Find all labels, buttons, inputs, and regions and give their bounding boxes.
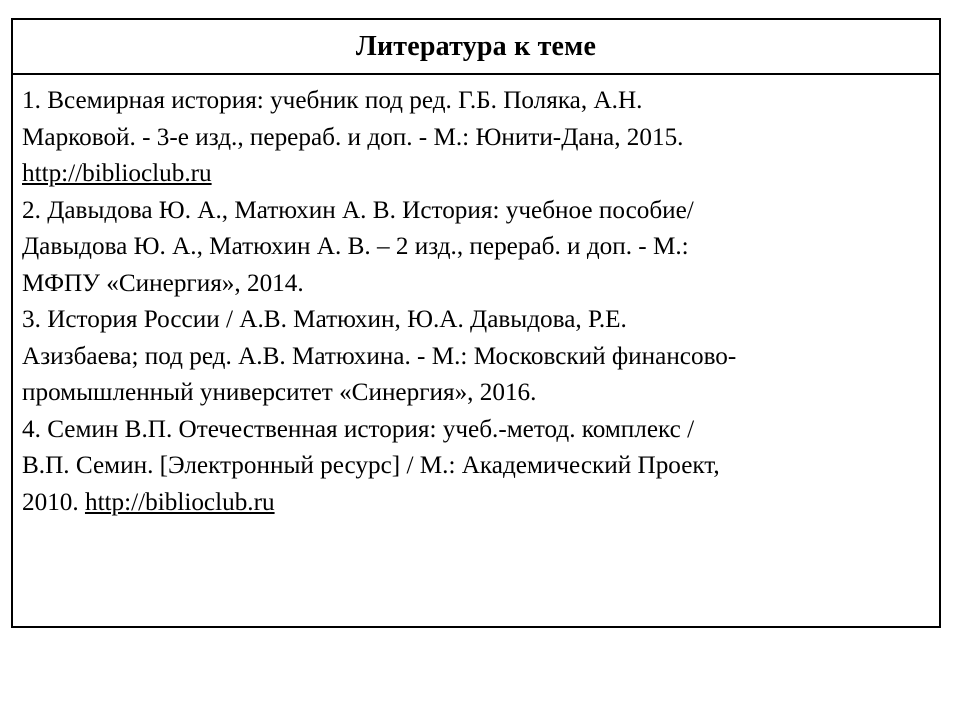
entry-line: 4. Семин В.П. Отечественная история: учеб.-метод. комплекс / (22, 415, 695, 443)
entry-line: промышленный университет «Синергия», 2016. (22, 379, 537, 406)
entry-line: В.П. Семин. [Электронный ресурс] / М.: Академический Проект, (22, 452, 720, 479)
biblioclub-link[interactable]: http://biblioclub.ru (22, 160, 212, 187)
entry-line: 3. История России / А.В. Матюхин, Ю.А. Давыдова, Р.Е. (22, 306, 627, 333)
entry-line: Давыдова Ю. А., Матюхин А. В. – 2 изд., перераб. и доп. - М.: (22, 233, 689, 260)
biblioclub-link[interactable]: http://biblioclub.ru (84, 488, 275, 516)
entry-line: Азизбаева; под ред. А.В. Матюхина. - М.: Московский финансово- (22, 342, 737, 370)
entry-line (22, 485, 939, 522)
table-title: Литература к теме (355, 30, 597, 62)
entry-line: 1. Всемирная история: учебник под ред. Г.Б. Поляка, А.Н. (22, 87, 643, 114)
table-header (13, 20, 939, 75)
entry-1 (22, 83, 939, 193)
entry-4 (22, 412, 939, 522)
entry-3 (22, 302, 939, 412)
entry-year: 2010. (22, 488, 85, 516)
entry-line: МФПУ «Синергия», 2014. (22, 269, 304, 297)
literature-table (11, 18, 941, 628)
entry-line: Марковой. - 3-е изд., перераб. и доп. - М.: Юнити-Дана, 2015. (22, 123, 684, 151)
table-body (13, 75, 939, 521)
entry-line: 2. Давыдова Ю. А., Матюхин А. В. История: учебное пособие/ (22, 196, 694, 224)
entry-line (22, 156, 939, 193)
entry-2 (22, 193, 939, 303)
